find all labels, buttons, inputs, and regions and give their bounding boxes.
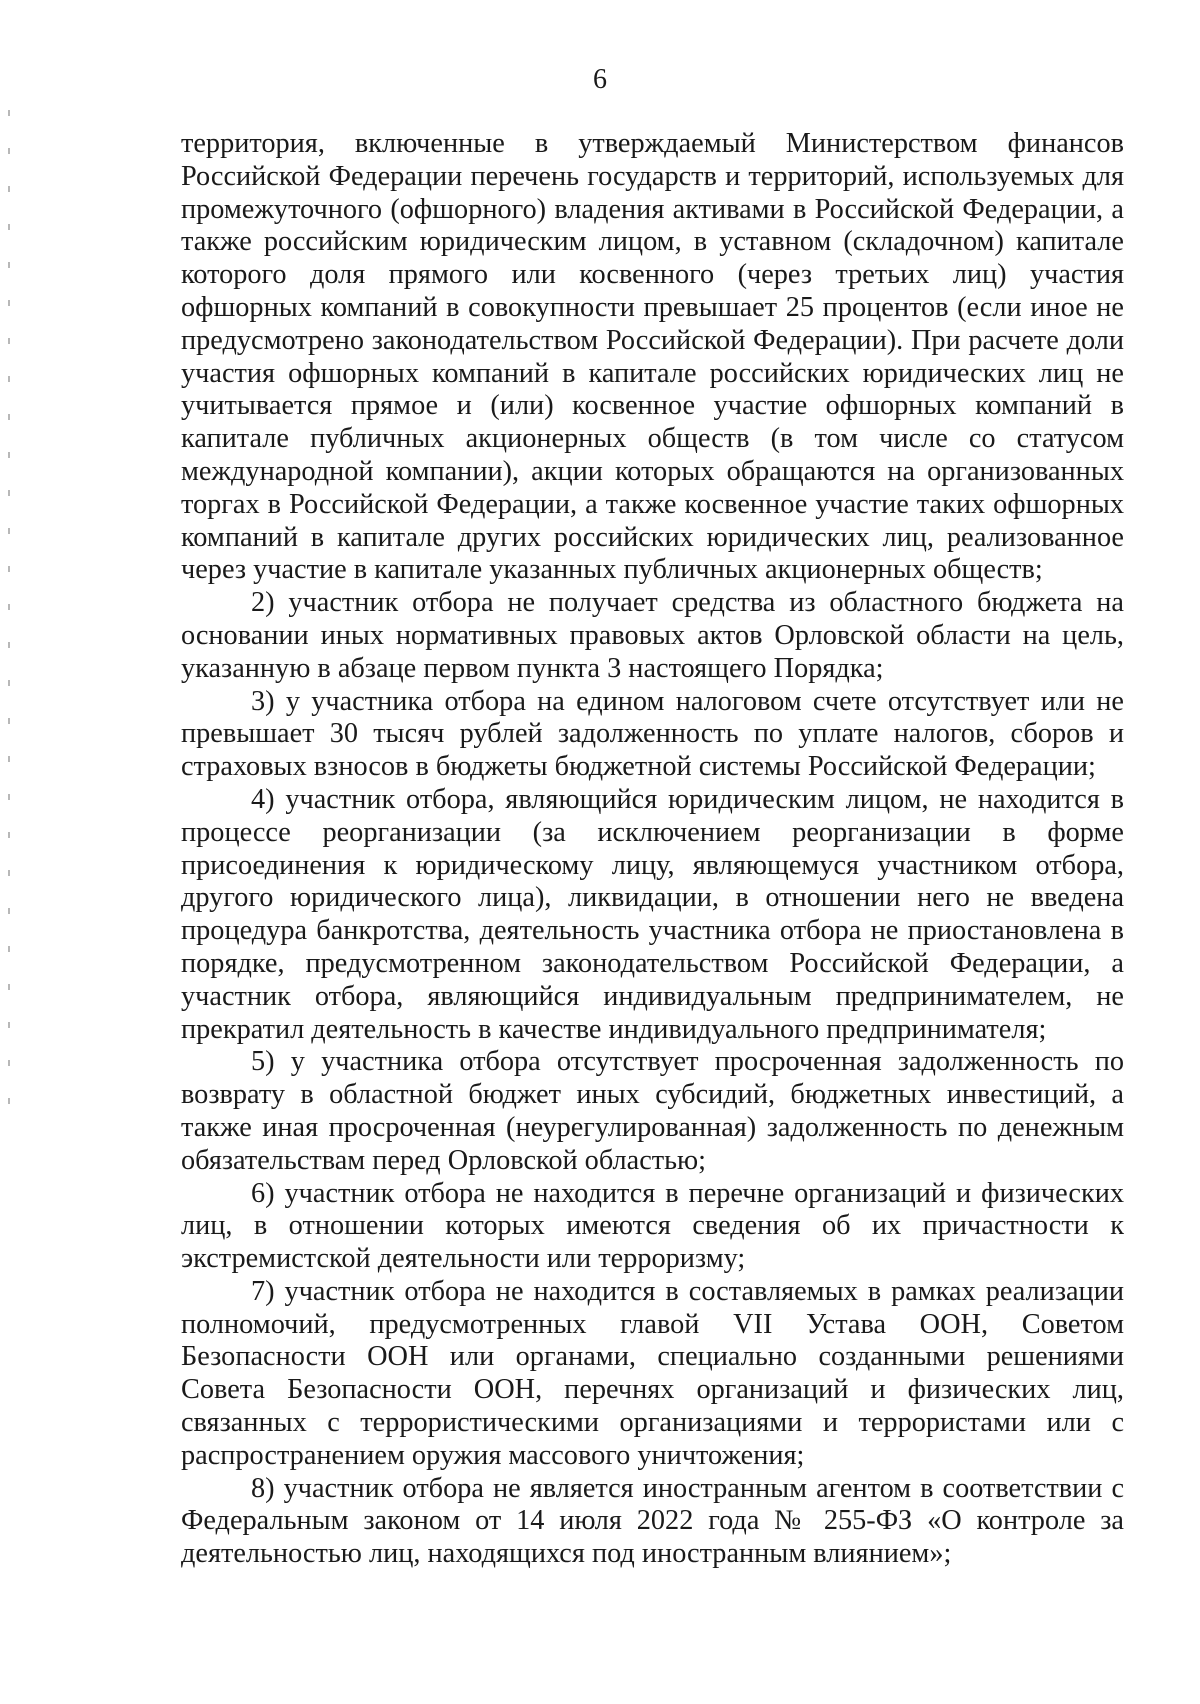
paragraph-item-3: 3) у участника отбора на едином налоговом счете отсутствует или не превышает 30 тысяч рублей задолженность по уплате налогов, сборов и страховых взносов в бюджеты бюджетной системы Российской Федерации;: [181, 685, 1124, 783]
page-number: 6: [593, 64, 607, 95]
paragraph-continuation: территория, включенные в утверждаемый Министерством финансов Российской Федерации перечень государств и территорий, используемых для промежуточного (офшорного) владения активами в Российской Федерации, а также российским юридическим лицом, в уставном (складочном) капитале которого доля прямого или косвенного (через третьих лиц) участия офшорных компаний в совокупности превышает 25 процентов (если иное не предусмотрено законодательством Российской Федерации). При расчете доли участия офшорных компаний в капитале российских юридических лиц не учитывается прямое и (или) косвенное участие офшорных компаний в капитале публичных акционерных обществ (в том числе со статусом международной компании), акции которых обращаются на организованных торгах в Российской Федерации, а также косвенное участие таких офшорных компаний в капитале других российских юридических лиц, реализованное через участие в капитале указанных публичных акционерных обществ;: [181, 128, 1124, 586]
body-text: [181, 128, 1124, 1571]
paragraph-item-5: 5) у участника отбора отсутствует просроченная задолженность по возврату в областной бюджет иных субсидий, бюджетных инвестиций, а также иная просроченная (неурегулированная) задолженность по денежным обязательствам перед Орловской областью;: [181, 1046, 1124, 1176]
paragraph-item-6: 6) участник отбора не находится в перечне организаций и физических лиц, в отношении которых имеются сведения об их причастности к экстремистской деятельности или терроризму;: [181, 1177, 1124, 1275]
paragraph-item-7: 7) участник отбора не находится в составляемых в рамках реализации полномочий, предусмотренных главой VII Устава ООН, Советом Безопасности ООН или органами, специально созданными решениями Совета Безопасности ООН, перечнях организаций и физических лиц, связанных с террористическими организациями и террористами или с распространением оружия массового уничтожения;: [181, 1275, 1124, 1471]
paragraph-item-2: 2) участник отбора не получает средства из областного бюджета на основании иных нормативных правовых актов Орловской области на цель, указанную в абзаце первом пункта 3 настоящего Порядка;: [181, 587, 1124, 684]
paragraph-item-4: 4) участник отбора, являющийся юридическим лицом, не находится в процессе реорганизации (за исключением реорганизации в форме присоединения к юридическому лицу, являющемуся участником отбора, другого юридического лица), ликвидации, в отношении него не введена процедура банкротства, деятельность участника отбора не приостановлена в порядке, предусмотренном законодательством Российской Федерации, а участник отбора, являющийся индивидуальным предпринимателем, не прекратил деятельность в качестве индивидуального предпринимателя;: [181, 783, 1124, 1045]
paragraph-item-8: 8) участник отбора не является иностранным агентом в соответствии с Федеральным законом от 14 июля 2022 года № 255-ФЗ «О контроле за деятельностью лиц, находящихся под иностранным влиянием»;: [181, 1472, 1124, 1570]
scan-edge-marks: [8, 110, 10, 1110]
